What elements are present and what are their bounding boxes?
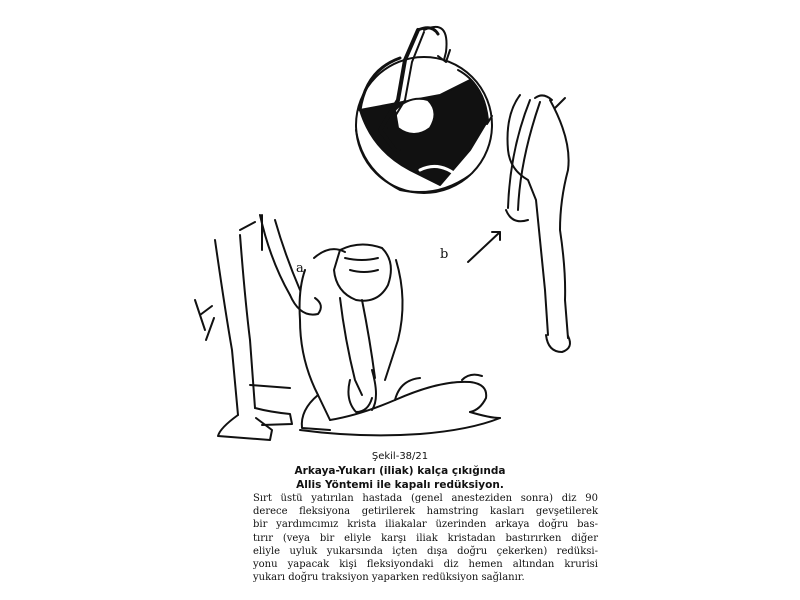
body-line: yukarı doğru traksiyon yaparken redüksiyon sağlanır. — [253, 572, 525, 584]
leg-drawing — [506, 95, 570, 352]
body-line: eliyle uyluk yukarsında içten dışa doğru çekerken) redüksi- — [253, 545, 598, 557]
figure-title-line-1: Arkaya-Yukarı (iliak) kalça çıkığında — [294, 465, 506, 477]
body-line: tırır (veya bir eliyle karşı iliak kristadan bastırırken diğer — [253, 532, 598, 544]
body-paragraph — [253, 492, 598, 584]
figure-number: Şekil-38/21 — [371, 451, 429, 462]
direction-arrow — [468, 232, 500, 262]
body-line: bir yardımcımız krista iliakalar üzerinden arkaya doğru bas- — [253, 519, 598, 531]
body-line: Sırt üstü yatırılan hastada (genel anesteziden sonra) diz 90 — [253, 493, 598, 504]
figure-label-a: a — [296, 261, 304, 276]
figure-caption — [230, 450, 570, 492]
body-line: derece fleksiyona getirilerek hamstring kasları gevşetilerek — [253, 506, 598, 518]
figure-title-line-2: Allis Yöntemi ile kapalı redüksiyon. — [296, 479, 504, 491]
surgeon-figure — [300, 244, 403, 430]
hip-joint-inset — [356, 27, 492, 193]
figure-label-b: b — [440, 247, 449, 262]
assistant-figure — [195, 215, 321, 440]
body-line: yonu yapacak kişi fleksiyondaki diz hemen altından krurisi — [253, 559, 598, 571]
